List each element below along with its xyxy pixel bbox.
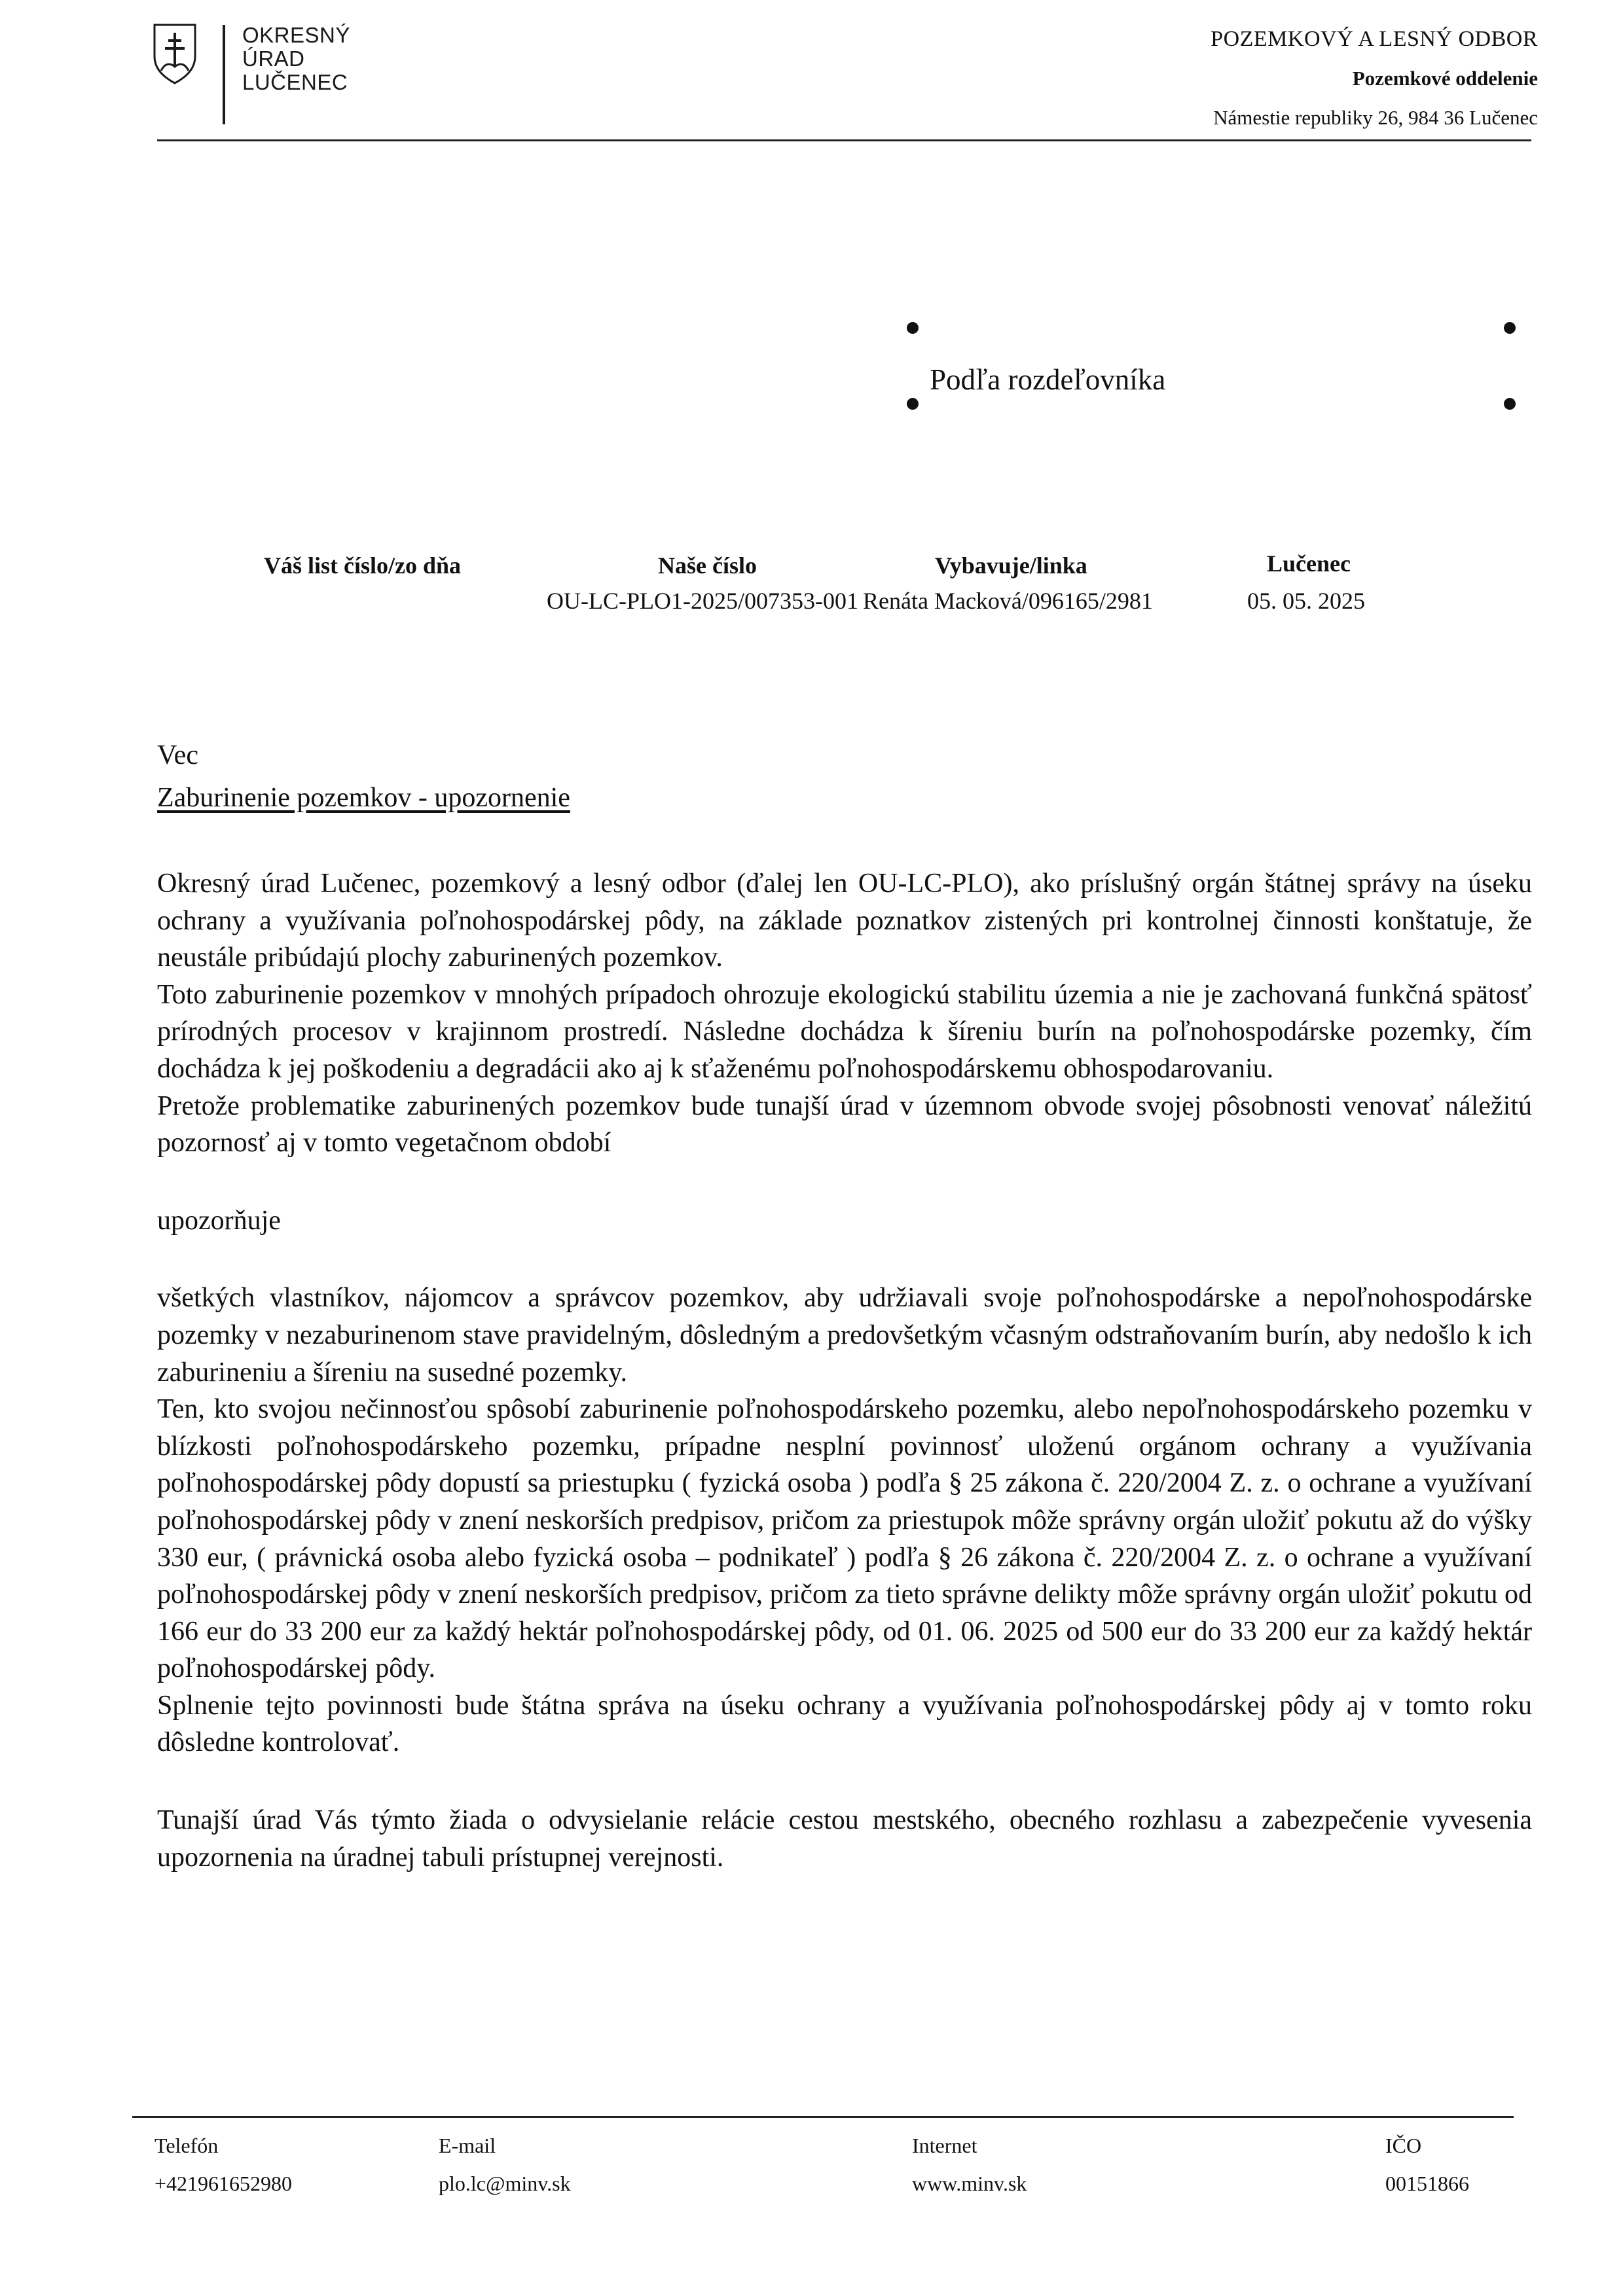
office-address: Námestie republiky 26, 984 36 Lučenec (1213, 106, 1538, 129)
header-divider (157, 139, 1531, 141)
office-name-line-2: ÚRAD (242, 46, 305, 71)
body-paragraph: Toto zaburinenie pozemkov v mnohých prípadoch ohrozuje ekologickú stabilitu územia a nie je zachovaná funkčná spätosť prírodných procesov v krajinnom prostredí. Následne dochádza k šíreniu burín na poľnohospodárske pozemky, čím dochádza k jej poškodeniu a degradácii ako aj k sťaženému poľnohospodárskemu obhospodarovaniu. (157, 979, 1532, 1084)
body-paragraph: Okresný úrad Lučenec, pozemkový a lesný odbor (ďalej len OU-LC-PLO), ako príslušný orgán štátnej správy na úseku ochrany a využívania poľnohospodárskej pôdy, na základe poznatkov zistených pri kontrolnej činnosti konštatuje, že neustále pribúdajú plochy zaburinených pozemkov. (157, 869, 1532, 973)
phone-number: +421961652980 (155, 2172, 293, 2195)
office-name-line-1: OKRESNÝ (242, 23, 350, 47)
office-name-line-3: LUČENEC (242, 70, 348, 94)
website: www.minv.sk (912, 2172, 1027, 2195)
body-paragraph: Splnenie tejto povinnosti bude štátna správa na úseku ochrany a využívania poľnohospodárskej pôdy aj v tomto roku dôsledne kontrolovať. (157, 1690, 1532, 1758)
notice-keyword: upozorňuje (157, 1205, 281, 1236)
letterhead-right (1211, 26, 1538, 131)
address-corner-mark (907, 322, 919, 334)
subject: Zaburinenie pozemkov - upozornenie (157, 783, 570, 813)
logo-divider (223, 25, 225, 124)
letter-body (157, 865, 1532, 1876)
handled-by-value: Renáta Macková/096165/2981 (863, 588, 1153, 614)
email-address: plo.lc@minv.sk (439, 2172, 571, 2195)
ico-number: 00151866 (1385, 2172, 1469, 2195)
our-number-value: OU-LC-PLO1-2025/007353-001 (547, 588, 858, 614)
body-paragraph: všetkých vlastníkov, nájomcov a správcov pozemkov, aby udržiavali svoje poľnohospodárske a nepoľnohospodárske pozemky v nezaburinenom stave pravidelným, dôsledným a predovšetkým včasným odstraňovaním burín, aby nedošlo k ich zaburineniu a šíreniu na susedné pozemky. (157, 1283, 1532, 1388)
handled-by-label: Vybavuje/linka (935, 552, 1087, 579)
subject-label: Vec (157, 740, 198, 770)
footer-divider (132, 2116, 1514, 2118)
address-corner-mark (1504, 322, 1516, 334)
our-number-label: Naše číslo (658, 552, 757, 579)
place-label: Lučenec (1267, 550, 1351, 577)
department-name: POZEMKOVÝ A LESNÝ ODBOR (1211, 27, 1538, 51)
address-corner-mark (907, 398, 919, 410)
body-paragraph: Ten, kto svojou nečinnosťou spôsobí zaburinenie poľnohospodárskeho pozemku, alebo nepoľnohospodárskeho pozemku v blízkosti poľnohospodárskeho pozemku, prípadne nesplní povinnosť uloženú orgánom ochrany a využívania poľnohospodárskej pôdy dopustí sa priestupku ( fyzická osoba ) podľa § 25 zákona č. 220/2004 Z. z. o ochrane a využívaní poľnohospodárskej pôdy v znení neskorších predpisov, pričom za priestupok môže správny orgán uložiť pokutu až do výšky 330 eur, ( právnická osoba alebo fyzická osoba – podnikateľ ) podľa § 26 zákona č. 220/2004 Z. z. o ochrane a využívaní poľnohospodárskej pôdy v znení neskorších predpisov, pričom za tieto správne delikty môže správny orgán uložiť pokutu od 166 eur do 33 200 eur za každý hektár poľnohospodárskej pôdy, od 01. 06. 2025 od 500 eur do 33 200 eur za každý hektár poľnohospodárskej pôdy. (157, 1394, 1532, 1684)
ico-label: IČO (1385, 2134, 1422, 2157)
recipient: Podľa rozdeľovníka (930, 363, 1166, 396)
address-corner-mark (1504, 398, 1516, 410)
letter-date: 05. 05. 2025 (1247, 588, 1365, 614)
body-paragraph: Pretože problematike zaburinených pozemkov bude tunajší úrad v územnom obvode svojej pôsobnosti venovať náležitú pozornosť aj v tomto vegetačnom období (157, 1090, 1532, 1158)
your-letter-label: Váš list číslo/zo dňa (264, 552, 462, 579)
email-label: E-mail (439, 2134, 496, 2157)
internet-label: Internet (912, 2134, 977, 2157)
coat-of-arms-icon (152, 22, 198, 85)
office-name (242, 24, 350, 94)
section-name: Pozemkové oddelenie (1352, 67, 1538, 90)
phone-label: Telefón (155, 2134, 219, 2157)
body-paragraph: Tunajší úrad Vás týmto žiada o odvysielanie relácie cestou mestského, obecného rozhlasu a zabezpečenie vyvesenia upozornenia na úradnej tabuli prístupnej verejnosti. (157, 1805, 1532, 1873)
